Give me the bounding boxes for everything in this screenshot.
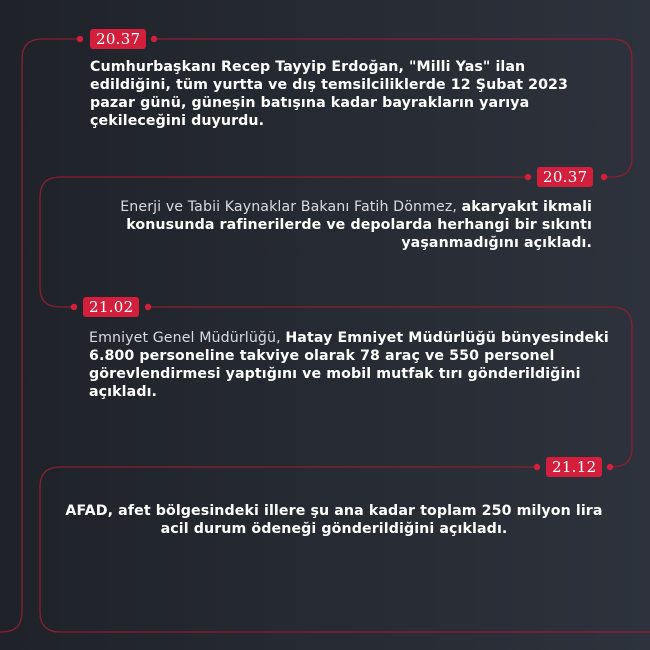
- entry-bold-text: AFAD, afet bölgesindeki illere şu ana kadar toplam 250 milyon lira acil durum ödeneği gönderildiğini açıkladı.: [65, 503, 603, 537]
- entry-light-text: Emniyet Genel Müdürlüğü,: [89, 330, 286, 346]
- entry-bold-text: Hatay Emniyet Müdürlüğü bünyesindeki 6.800 personeline takviye olarak 78 araç ve 550 personel görevlendirmesi yaptığını ve mobil mutfak tırı gönderildiğini açıkladı.: [89, 330, 609, 400]
- time-badge: 20.37: [537, 167, 593, 187]
- news-entry-text: [90, 58, 610, 130]
- entry-bold-text: Cumhurbaşkanı Recep Tayyip Erdoğan, "Milli Yas" ilan edildiğini, tüm yurtta ve dış temsilciliklerde 12 Şubat 2023 pazar günü, güneşin batışına kadar bayrakların yarıya çekileceğini duyurdu.: [90, 59, 569, 129]
- entry-light-text: Enerji ve Tabii Kaynaklar Bakanı Fatih Dönmez,: [120, 199, 462, 215]
- news-entry-text: [60, 502, 608, 538]
- entry-bold-text: akaryakıt ikmali konusunda rafinerilerde ve depolarda herhangi bir sıkıntı yaşanmadığını açıkladı.: [126, 199, 592, 251]
- news-entry-text: [89, 329, 619, 401]
- time-badge: 21.12: [546, 457, 602, 477]
- news-entry-text: [60, 198, 592, 252]
- time-badge: 20.37: [90, 29, 146, 49]
- time-badge: 21.02: [83, 297, 139, 317]
